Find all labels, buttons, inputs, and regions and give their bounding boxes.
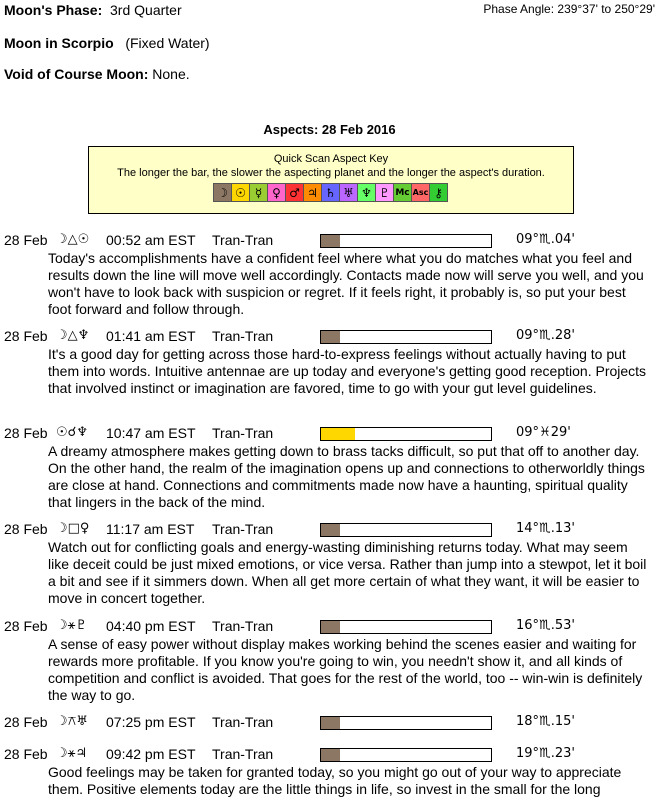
moon-sign-label: Moon in Scorpio [4, 35, 114, 51]
uranus-icon: ♅ [339, 183, 358, 202]
aspect-header [4, 521, 654, 539]
aspect-type: Tran-Tran [212, 425, 274, 441]
duration-bar-fill [321, 717, 340, 729]
aspect-header [4, 746, 654, 764]
duration-bar [320, 620, 492, 634]
aspect-position: 19°♏.23' [516, 746, 575, 761]
aspect-type: Tran-Tran [212, 328, 274, 344]
aspect-glyphs: ☉☌♆ [56, 425, 89, 440]
phase-angle: Phase Angle: 239°37' to 250°29' [483, 2, 655, 16]
aspect-entry [4, 746, 654, 798]
aspect-position: 18°♏.15' [516, 714, 575, 729]
duration-bar-fill [321, 621, 340, 633]
sun-icon: ☉ [231, 183, 250, 202]
void-value: None. [152, 66, 190, 82]
aspect-time: 10:47 am EST [106, 425, 196, 441]
mercury-icon: ☿ [249, 183, 268, 202]
aspect-time: 11:17 am EST [106, 521, 195, 537]
aspect-date: 28 Feb [4, 714, 48, 730]
duration-bar-fill [321, 749, 340, 761]
aspect-key-description: The longer the bar, the slower the aspecting planet and the longer the aspect's duration. [117, 167, 545, 179]
aspect-type: Tran-Tran [212, 746, 274, 762]
moon-phase-row [4, 2, 182, 18]
aspect-date: 28 Feb [4, 521, 48, 537]
duration-bar [320, 523, 492, 537]
void-of-course-row [4, 66, 190, 82]
aspect-interpretation: Today's accomplishments have a confident feel where what you do matches what you feel and results down the line will move well accordingly. Contacts made now will serve you well, and you won't have to look back with suspicion or regret. If it feels right, it probably is, so put your best foot forward and follow through. [48, 250, 644, 317]
duration-bar [320, 427, 492, 441]
aspect-time: 07:25 pm EST [106, 714, 196, 730]
aspect-entry [4, 521, 654, 607]
aspect-time: 04:40 pm EST [106, 618, 196, 634]
aspect-position: 09°♏.28' [516, 328, 575, 343]
midheaven-icon: Mc [393, 183, 412, 202]
ascendant-icon: Asc [411, 183, 430, 202]
duration-bar-fill [321, 428, 355, 440]
aspect-entry [4, 425, 654, 511]
duration-bar [320, 330, 492, 344]
aspect-time: 00:52 am EST [106, 232, 196, 248]
aspect-position: 09°♓29' [516, 425, 571, 440]
mars-icon: ♂ [285, 183, 304, 202]
aspect-entry [4, 714, 654, 732]
moon-phase-label: Moon's Phase: [4, 2, 103, 18]
neptune-icon: ♆ [357, 183, 376, 202]
aspect-date: 28 Feb [4, 232, 48, 248]
aspect-header [4, 328, 654, 346]
aspect-type: Tran-Tran [212, 232, 274, 248]
duration-bar [320, 748, 492, 762]
aspect-type: Tran-Tran [212, 521, 274, 537]
jupiter-icon: ♃ [303, 183, 322, 202]
duration-bar [320, 234, 492, 248]
aspect-entry [4, 328, 654, 397]
duration-bar-fill [321, 331, 340, 343]
venus-icon: ♀ [267, 183, 286, 202]
aspect-glyphs: ☽⚻♅ [56, 714, 88, 729]
aspect-interpretation: A sense of easy power without display makes working behind the scenes easier and waiting for rewards more profitable. If you know you're going to win, you needn't show it, and all kinds of competition and conflict is avoided. That goes for the rest of the world, too -- win-win is definitely the way to go. [48, 636, 643, 703]
aspect-interpretation: Watch out for conflicting goals and energy-wasting diminishing returns today. What may seem like deceit could be just mixed emotions, or vice versa. Rather than jump into a stewpot, let it boil a bit and see if it simmers down. When all get more certain of what they want, it will be easier to move in concert together. [48, 539, 647, 606]
aspect-position: 16°♏.53' [516, 618, 575, 633]
void-label: Void of Course Moon: [4, 66, 149, 82]
aspect-interpretation: Good feelings may be taken for granted today, so you might go out of your way to appreciate them. Positive elements today are the little things in life, so invest in the small for the long [48, 764, 622, 797]
aspect-date: 28 Feb [4, 425, 48, 441]
aspect-position: 09°♏.04' [516, 232, 575, 247]
aspect-date: 28 Feb [4, 618, 48, 634]
aspect-date: 28 Feb [4, 746, 48, 762]
duration-bar-fill [321, 524, 340, 536]
aspect-key-box [88, 146, 574, 214]
moon-icon: ☽ [213, 183, 232, 202]
aspect-position: 14°♏.13' [516, 521, 575, 536]
aspect-header [4, 425, 654, 443]
moon-sign-value: (Fixed Water) [125, 35, 210, 51]
aspect-glyphs: ☽⚹♇ [56, 618, 88, 633]
duration-bar [320, 716, 492, 730]
aspect-entry [4, 618, 654, 704]
chiron-icon: ⚷ [429, 183, 448, 202]
aspect-entry [4, 232, 654, 318]
moon-phase-value: 3rd Quarter [110, 2, 182, 18]
aspect-interpretation: It's a good day for getting across those hard-to-express feelings without actually having to put them into words. Intuitive antennae are up today and everyone's getting good reception. Projects that involved instinct or imagination are favored, time to go with your gut level guidelines. [48, 346, 647, 396]
aspect-glyphs: ☽□♀ [56, 521, 90, 536]
aspect-glyphs: ☽△☉ [56, 232, 90, 247]
aspect-key-title: Quick Scan Aspect Key [273, 153, 389, 165]
aspect-time: 09:42 pm EST [106, 746, 196, 762]
aspect-glyphs: ☽△♆ [56, 328, 90, 343]
saturn-icon: ♄ [321, 183, 340, 202]
aspects-title: Aspects: 28 Feb 2016 [263, 122, 396, 137]
aspect-glyphs: ☽⚹♃ [56, 746, 88, 761]
aspect-key-icons [89, 183, 573, 202]
aspect-type: Tran-Tran [212, 714, 274, 730]
pluto-icon: ♇ [375, 183, 394, 202]
aspect-header [4, 714, 654, 732]
moon-sign-row [4, 35, 210, 51]
aspect-date: 28 Feb [4, 328, 48, 344]
aspect-time: 01:41 am EST [106, 328, 196, 344]
duration-bar-fill [321, 235, 340, 247]
aspect-header [4, 232, 654, 250]
aspect-interpretation: A dreamy atmosphere makes getting down to brass tacks difficult, so put that off to another day. On the other hand, the realm of the imagination opens up and connections to otherworldly things are close at hand. Connections and commitments made now have a haunting, spiritual quality that lingers in the back of the mind. [48, 443, 645, 510]
aspect-type: Tran-Tran [212, 618, 274, 634]
aspect-header [4, 618, 654, 636]
